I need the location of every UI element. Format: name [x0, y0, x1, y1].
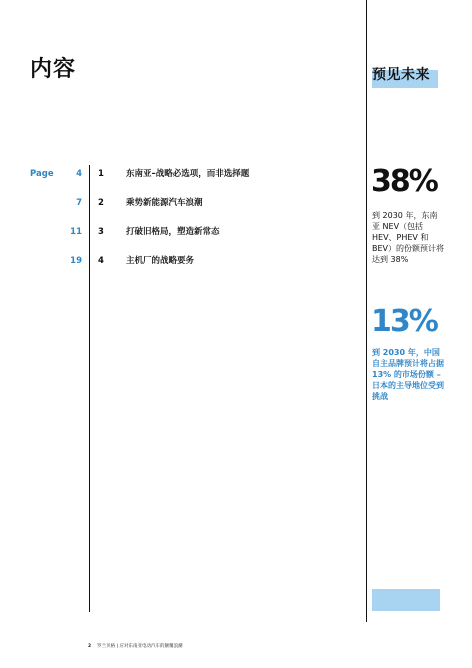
- stat-description-chinese-brands: 到 2030 年，中国自主品牌预计将占据 13% 的市场份额 – 日本的主导地位受到挑战: [372, 348, 444, 401]
- page-footer: [88, 643, 183, 649]
- toc-chapter-title: 东南亚–战略必选项，而非选择题: [126, 169, 250, 179]
- toc-page-number: 19: [70, 256, 82, 266]
- toc-chapter-title: 主机厂的战略要务: [126, 256, 195, 266]
- stat-value-chinese-brands: 13%: [371, 304, 437, 339]
- sidebar-bottom-accent: [372, 589, 440, 611]
- toc-item-3[interactable]: [0, 224, 340, 240]
- toc-divider-line: [89, 165, 90, 612]
- toc-chapter-number: 1: [98, 169, 104, 179]
- toc-chapter-number: 2: [98, 198, 104, 208]
- toc-chapter-title: 打破旧格局，塑造新常态: [126, 227, 220, 237]
- sidebar-heading: 预见未来: [372, 67, 430, 83]
- toc-item-4[interactable]: [0, 253, 340, 269]
- toc-item-2[interactable]: [0, 195, 340, 211]
- page-label: Page: [30, 169, 54, 179]
- stat-value-nev-share: 38%: [371, 164, 437, 199]
- footer-text: 罗兰贝格 | 应对东南亚电动汽车的颠覆浪潮: [97, 644, 183, 649]
- toc-chapter-number: 3: [98, 227, 104, 237]
- page-title: 内容: [30, 57, 77, 82]
- toc-chapter-title: 乘势新能源汽车浪潮: [126, 198, 203, 208]
- sidebar-divider-line: [366, 0, 367, 622]
- toc-item-1[interactable]: [0, 166, 340, 182]
- footer-page-number: 2: [88, 644, 92, 649]
- toc-chapter-number: 4: [98, 256, 104, 266]
- stat-description-nev-share: 到 2030 年，东南亚 NEV（包括 HEV、PHEV 和 BEV）的份额预计将达到 38%: [372, 211, 445, 264]
- toc-page-number: 11: [70, 227, 82, 237]
- toc-page-number: 7: [76, 198, 82, 208]
- toc-page-number: 4: [76, 169, 82, 179]
